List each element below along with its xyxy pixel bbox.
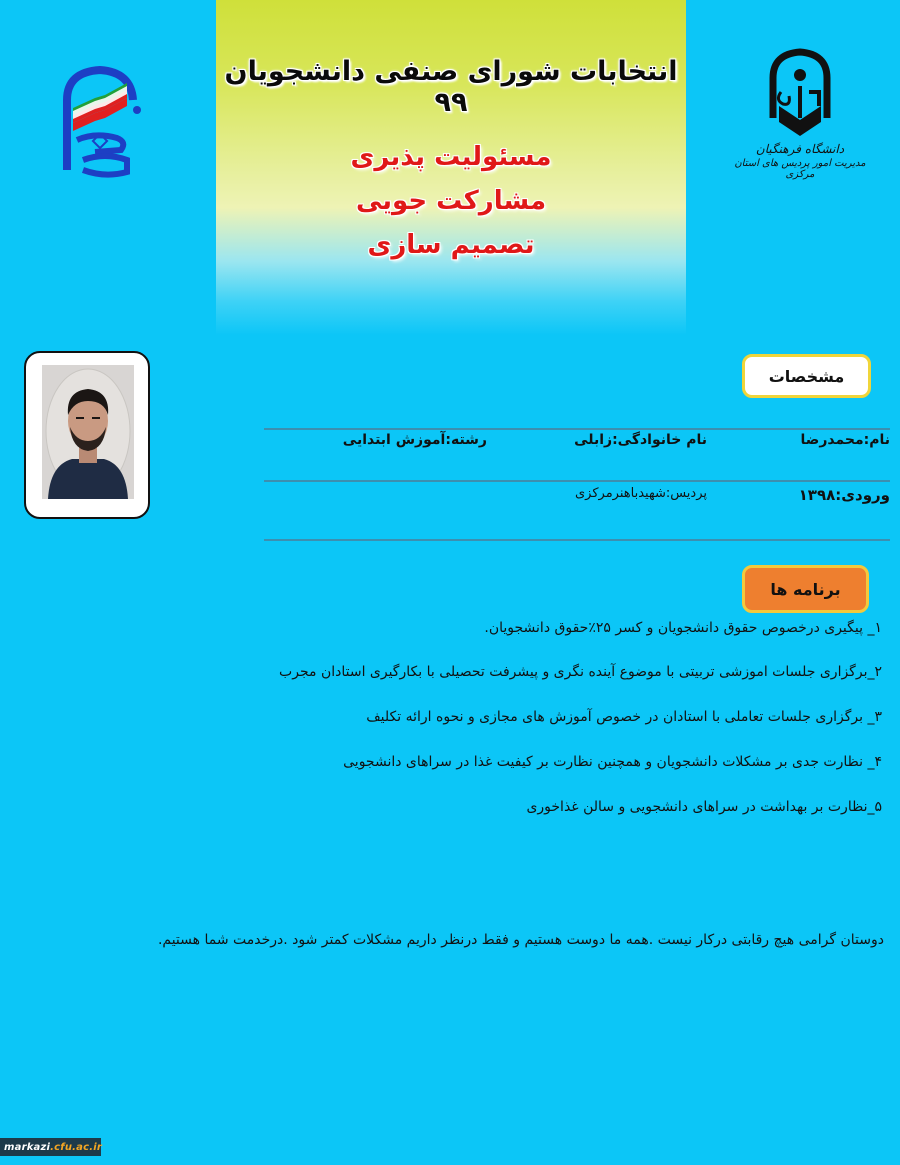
- entry-year: ورودی:۱۳۹۸: [798, 486, 890, 504]
- last-name: نام خانوادگی:زابلی: [574, 432, 707, 448]
- council-logo: [55, 60, 145, 185]
- first-name: نام:محمدرضا: [800, 432, 890, 448]
- banner-title: انتخابات شورای صنفی دانشجویان ۹۹: [224, 56, 678, 118]
- candidate-photo-frame: [24, 351, 150, 519]
- watermark-domain: .cfu.ac.ir: [50, 1141, 102, 1153]
- slogan-decision-making: تصمیم سازی: [367, 230, 535, 260]
- program-item-4: ۴_ نظارت جدی بر مشکلات دانشجویان و همچنین نظارت بر کیفیت غذا در سراهای دانشجویی: [343, 754, 882, 770]
- senfi-council-logo-icon: [55, 60, 145, 185]
- program-item-1: ۱_ پیگیری درخصوص حقوق دانشجویان و کسر ۲۵٪حقوق دانشجویان.: [484, 620, 882, 636]
- program-item-3: ۳_ برگزاری جلسات تعاملی با استادان در خصوص آموزش های مجازی و نحوه ارائه تکلیف: [366, 709, 882, 725]
- site-watermark[interactable]: [0, 1138, 101, 1156]
- program-item-2: ۲_برگزاری جلسات اموزشی تربیتی با موضوع آینده نگری و پیشرفت تحصیلی با بکارگیری استادان مجرب: [279, 664, 882, 680]
- divider: [264, 539, 890, 541]
- watermark-main: markazi: [4, 1141, 51, 1153]
- program-item-5: ۵_نظارت بر بهداشت در سراهای دانشجویی و سالن غذاخوری: [526, 799, 882, 815]
- slogan-responsibility: مسئولیت پذیری: [350, 142, 552, 172]
- campus: پردیس:شهیدباهنرمرکزی: [575, 486, 707, 501]
- slogan-participation: مشارکت جویی: [355, 186, 547, 216]
- candidate-portrait-icon: [42, 365, 134, 499]
- info-row-2: [264, 486, 890, 512]
- section-label-programs: برنامه ها: [742, 565, 869, 613]
- divider: [264, 428, 890, 430]
- farhangian-university-logo-icon: [765, 48, 835, 140]
- slogan-list: [216, 135, 686, 267]
- section-label-info: مشخصات: [742, 354, 871, 398]
- divider: [264, 480, 890, 482]
- info-row-1: [264, 432, 890, 458]
- closing-message: دوستان گرامی هیچ رقابتی درکار نیست .همه ما دوست هستیم و فقط درنظر داریم مشکلات کمتر شود .درخدمت شما هستیم.: [157, 932, 884, 948]
- university-subtitle: مدیریت امور پردیس های استان مرکزی: [734, 158, 866, 180]
- university-logo: [725, 48, 875, 188]
- banner: [216, 0, 686, 335]
- candidate-photo: [42, 365, 134, 499]
- university-name: دانشگاه فرهنگیان: [755, 142, 845, 156]
- field-of-study: رشته:آموزش ابتدایی: [342, 432, 487, 448]
